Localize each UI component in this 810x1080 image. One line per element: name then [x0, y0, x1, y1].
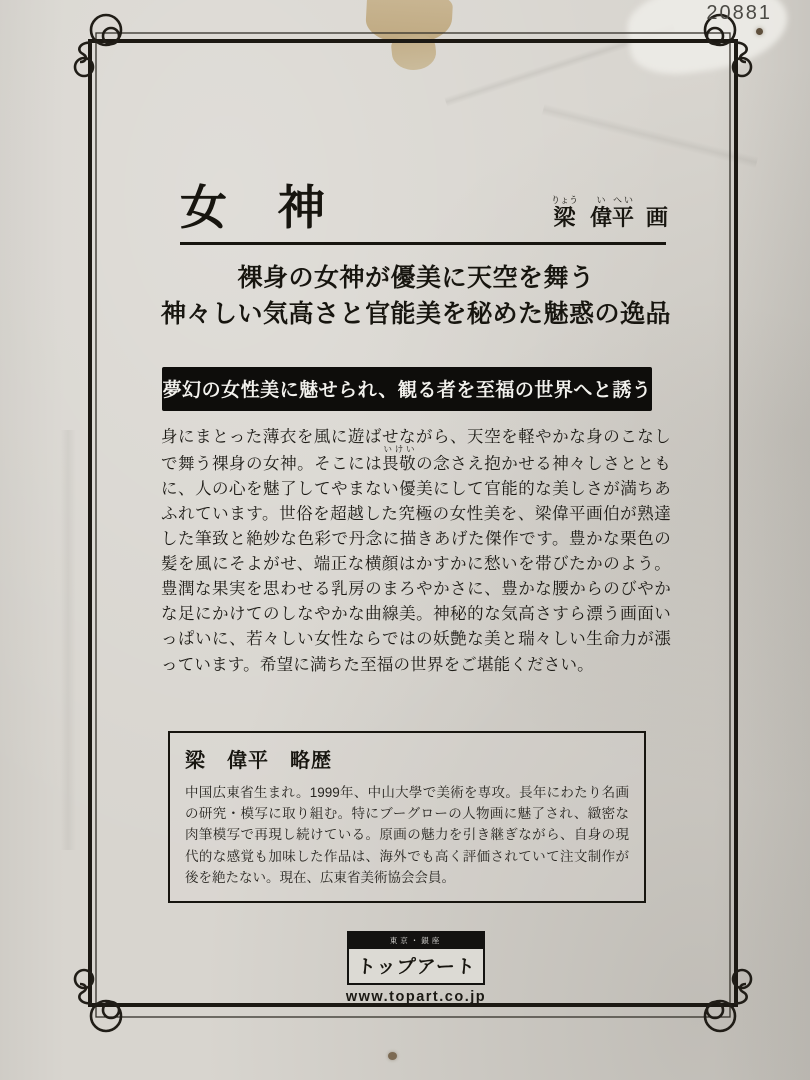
headline-banner-text: 夢幻の女性美に魅せられ、観る者を至福の世界へと誘う — [162, 379, 652, 401]
publisher-location: 東京・銀座 — [349, 933, 484, 949]
biography-heading: 梁 偉平 略歴 — [185, 749, 332, 772]
artist-given-2: 平へい — [611, 194, 634, 230]
title-divider — [180, 242, 666, 245]
publisher-url: www.topart.co.jp — [345, 989, 487, 1006]
artist-given-1: 偉い — [589, 194, 612, 230]
subtitle-line2: 神々しい気高さと官能美を秘めた魅惑の逸品 — [160, 300, 671, 328]
artist-biography-box — [168, 731, 646, 904]
artist-suffix: 画 — [645, 204, 668, 230]
description-paragraph: 身にまとった薄衣を風に遊ばせながら、天空を軽やかな身のこなしで舞う裸身の女神。そこには畏敬いけいの念さえ抱かせる神々しさとともに、人の心を魅了してやまない優美にして官能的な美しさが満ちあふれています。世俗を超越した究極の女性美を、梁偉平画伯が熟達した筆致と絶妙な色彩で丹念に描きあげた傑作です。豊かな栗色の髪を風にそよがせ、端正な横顔はかすかに愁いを帯びたかのよう。豊潤な果実を思わせる乳房のまろやかさに、豊かな腰からのびやかな足にかけてのしなやかな曲線美。神秘的な気高さすら漂う画面いっぱいに、若々しい女性ならではの妖艶な美と瑞々しい生命力が漲っています。希望に満ちた至福の世界をご堪能ください。 — [161, 426, 672, 674]
artist-name — [551, 195, 668, 234]
artwork-title: 女 神 — [180, 183, 327, 235]
publisher-name: トップアート — [355, 957, 477, 979]
headline-banner — [162, 367, 652, 411]
serial-number: 20881 — [706, 2, 772, 24]
subtitle — [160, 261, 672, 333]
publisher-block — [160, 931, 672, 1005]
document-content — [160, 0, 672, 1005]
artist-surname: 梁りょう — [550, 194, 578, 230]
ruby-ikei: 畏敬いけい — [382, 443, 417, 473]
biography-text: 中国広東省生まれ。1999年、中山大學で美術を専攻。長年にわたり名画の研究・模写に取り組む。特にブーグローの人物画に魅了され、緻密な肉筆模写で再現し続けている。原画の魅力を引き継ぎながら、自身の現代的な感覚も加味した作品は、海外でも高く評価されていて注文制作が後を絶たない。現在、広東省美術協会会員。 — [185, 784, 629, 885]
subtitle-line1: 裸身の女神が優美に天空を舞う — [237, 264, 595, 292]
publisher-logo — [347, 931, 486, 985]
title-row — [160, 183, 672, 235]
